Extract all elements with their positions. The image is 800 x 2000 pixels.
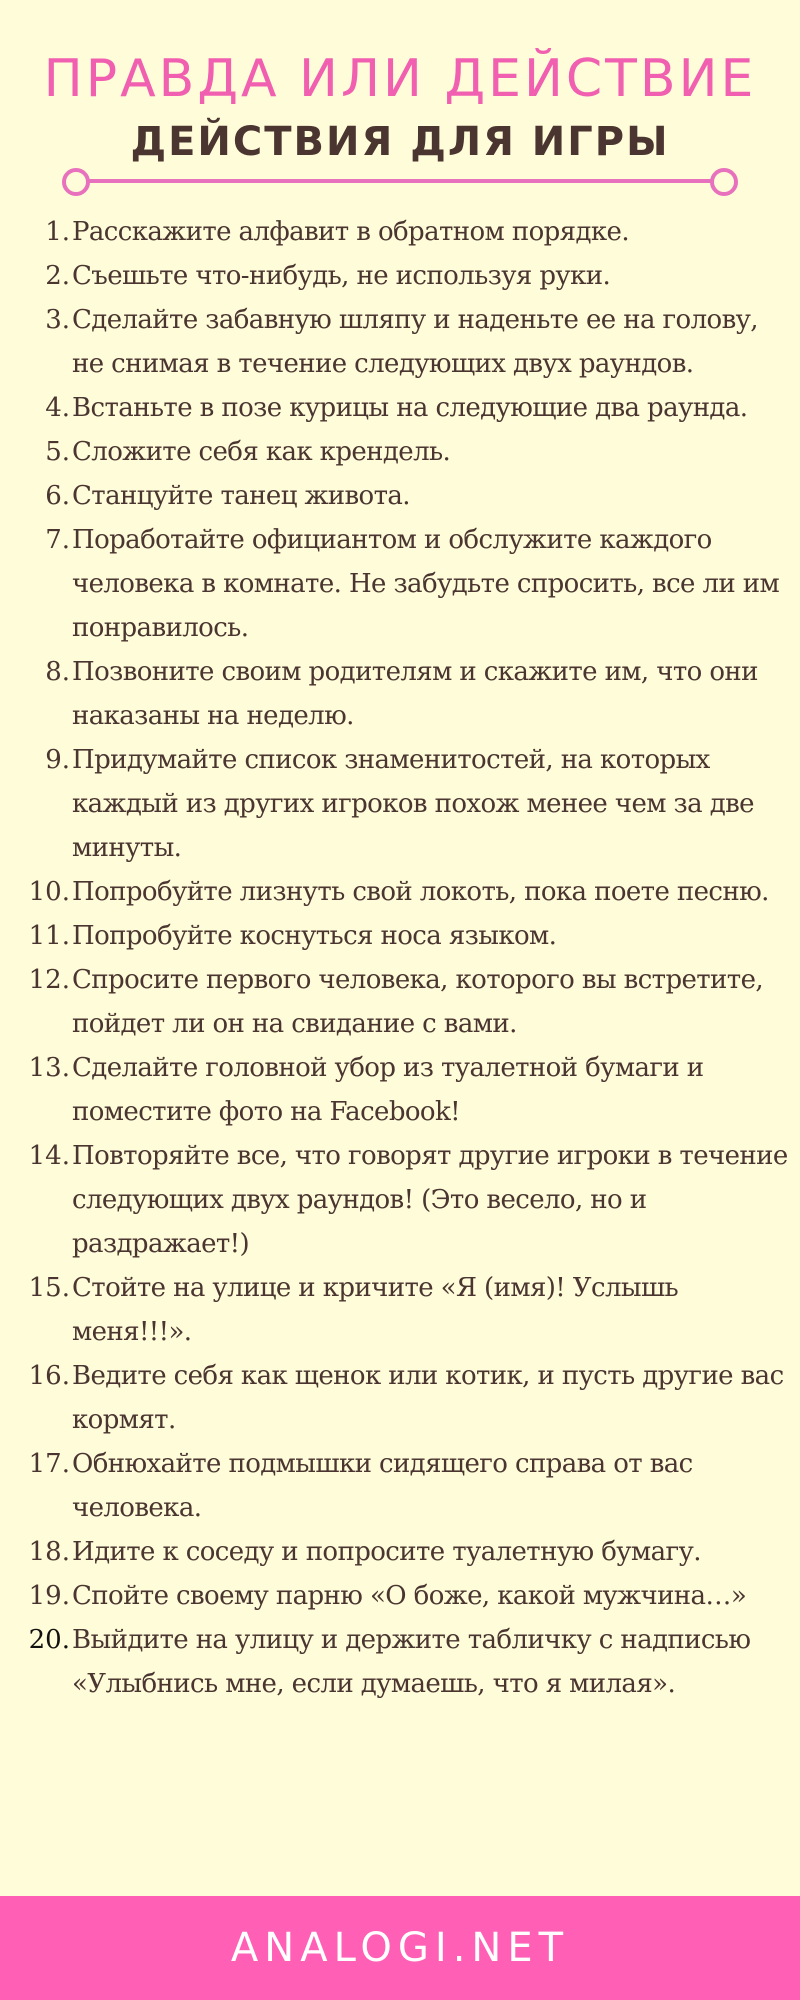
item-number: 17. [28,1449,70,1479]
item-text: Сложите себя как крендель. [72,437,451,467]
list-item [0,386,800,430]
item-text: Встаньте в позе курицы на следующие два раунда. [72,393,748,423]
item-text: Ведите себя как щенок или котик, и пусть другие вас кормят. [72,1361,784,1435]
item-number: 19. [28,1581,70,1611]
list-item [0,474,800,518]
item-text: Сделайте забавную шляпу и наденьте ее на голову, не снимая в течение следующих двух раундов. [72,305,758,379]
list-item [0,1266,800,1354]
item-text: Поработайте официантом и обслужите каждого человека в комнате. Не забудьте спросить, все ли им понравилось. [72,525,780,643]
list-item [0,1618,800,1706]
item-text: Позвоните своим родителям и скажите им, что они наказаны на неделю. [72,657,758,731]
item-text: Идите к соседу и попросите туалетную бумагу. [72,1537,701,1567]
item-number: 12. [28,965,70,995]
item-number: 3. [45,305,70,335]
list-item [0,914,800,958]
dare-list [0,210,800,1706]
item-number: 18. [28,1537,70,1567]
item-number: 16. [28,1361,70,1391]
divider [62,166,738,196]
item-text: Сделайте головной убор из туалетной бумаги и поместите фото на Facebook! [72,1053,704,1127]
list-item [0,298,800,386]
item-text: Стойте на улице и кричите «Я (имя)! Услышь меня!!!». [72,1273,679,1347]
item-number: 11. [28,921,70,951]
item-text: Спросите первого человека, которого вы встретите, пойдет ли он на свидание с вами. [72,965,764,1039]
page-title: ПРАВДА ИЛИ ДЕЙСТВИЕ [43,49,757,109]
list-item [0,1134,800,1266]
list-item [0,210,800,254]
list-item [0,870,800,914]
item-text: Попробуйте коснуться носа языком. [72,921,557,951]
item-text: Обнюхайте подмышки сидящего справа от вас человека. [72,1449,693,1523]
list-item [0,1574,800,1618]
item-number: 1. [45,217,70,247]
list-item [0,1354,800,1442]
list-item [0,1442,800,1530]
list-item [0,738,800,870]
item-number: 15. [28,1273,70,1303]
item-number: 5. [45,437,70,467]
item-number: 14. [28,1141,70,1171]
item-number: 8. [45,657,70,687]
item-number: 9. [45,745,70,775]
item-text: Съешьте что-нибудь, не используя руки. [72,261,611,291]
item-text: Повторяйте все, что говорят другие игроки в течение следующих двух раундов! (Это весело, но и раздражает!) [72,1141,788,1259]
divider-line [84,179,716,183]
list-item [0,958,800,1046]
site-name: ANALOGI.NET [230,1925,570,1971]
item-text: Выйдите на улицу и держите табличку с надписью «Улыбнись мне, если думаешь, что я милая». [72,1625,751,1699]
item-number: 20. [28,1625,70,1655]
item-number: 7. [45,525,70,555]
item-number: 2. [45,261,70,291]
item-text: Расскажите алфавит в обратном порядке. [72,217,629,247]
divider-right-circle-icon [710,168,738,196]
item-text: Попробуйте лизнуть свой локоть, пока поете песню. [72,877,769,907]
list-item [0,1530,800,1574]
item-number: 10. [28,877,70,907]
list-item [0,650,800,738]
item-text: Спойте своему парню «О боже, какой мужчина…» [72,1581,747,1611]
item-number: 13. [28,1053,70,1083]
list-item [0,518,800,650]
divider-left-circle-icon [62,168,90,196]
item-text: Станцуйте танец живота. [72,481,410,511]
item-number: 6. [45,481,70,511]
page-subtitle: ДЕЙСТВИЯ ДЛЯ ИГРЫ [130,119,670,165]
list-item [0,430,800,474]
list-item [0,254,800,298]
item-text: Придумайте список знаменитостей, на которых каждый из других игроков похож менее чем за две минуты. [72,745,754,863]
list-item [0,1046,800,1134]
footer-banner [0,1896,800,2000]
item-number: 4. [45,393,70,423]
